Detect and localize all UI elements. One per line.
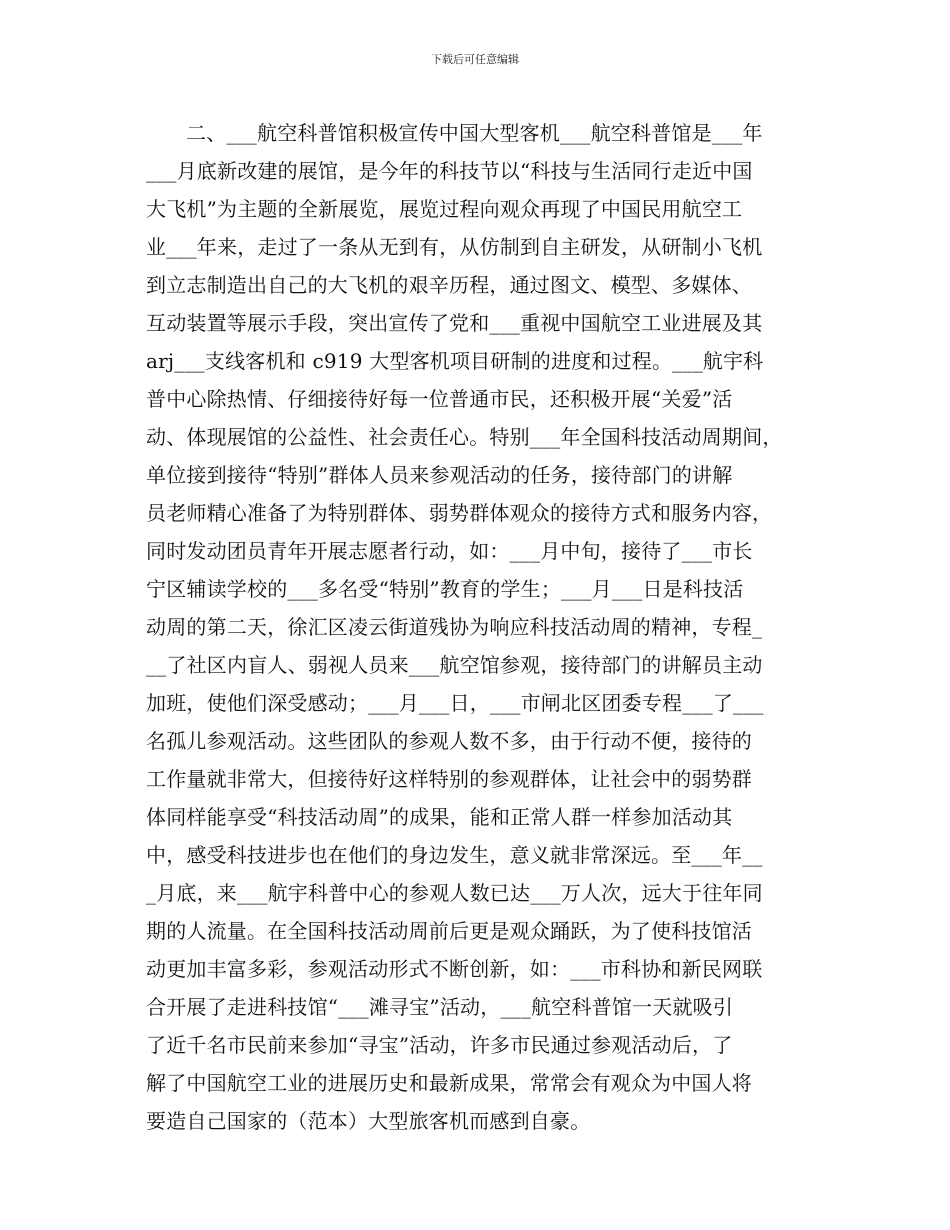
text-line: 普中心除热情、仔细接待好每一位普通市民，还积极开展“关爱”活 — [146, 387, 733, 411]
text-line: 员老师精心准备了为特别群体、弱势群体观众的接待方式和服务内容， — [146, 501, 773, 525]
text-line: 期的人流量。在全国科技活动周前后更是观众踊跃，为了使科技馆活 — [146, 919, 752, 943]
page-header: 下载后可任意编辑 — [431, 53, 519, 66]
text-line: 解了中国航空工业的进展历史和最新成果，常常会有观众为中国人将 — [146, 1071, 752, 1095]
text-line: __了社区内盲人、弱视人员来___航空馆参观，接待部门的讲解员主动 — [146, 653, 763, 677]
text-line: 工作量就非常大，但接待好这样特别的参观群体，让社会中的弱势群 — [146, 767, 752, 791]
text-line: 业___年来，走过了一条从无到有，从仿制到自主研发，从研制小飞机 — [146, 235, 763, 259]
text-line: 单位接到接待“特别”群体人员来参观活动的任务，接待部门的讲解 — [146, 463, 733, 487]
text-line: 了近千名市民前来参加“寻宝”活动，许多市民通过参观活动后，了 — [146, 1033, 733, 1057]
text-line: ___月底新改建的展馆，是今年的科技节以“科技与生活同行走近中国 — [146, 159, 753, 183]
body-paragraph — [146, 114, 816, 1140]
text-line: 到立志制造出自己的大飞机的艰辛历程，通过图文、模型、多媒体、 — [146, 273, 752, 297]
text-line: 互动装置等展示手段，突出宣传了党和___重视中国航空工业进展及其 — [146, 311, 763, 335]
text-line: arj___支线客机和 c919 大型客机项目研制的进度和过程。___航宇科 — [146, 349, 764, 373]
text-line: 二、___航空科普馆积极宣传中国大型客机___航空科普馆是___年 — [186, 121, 763, 145]
text-line: _月底，来___航宇科普中心的参观人数已达___万人次，远大于往年同 — [146, 881, 763, 905]
text-line: 大飞机”为主题的全新展览，展览过程向观众再现了中国民用航空工 — [146, 197, 743, 221]
text-line: 加班，使他们深受感动；___月___日，___市闸北区团委专程___了___ — [146, 691, 764, 715]
text-line: 动周的第二天，徐汇区凌云街道残协为响应科技活动周的精神，专程_ — [146, 615, 763, 639]
text-line: 中，感受科技进步也在他们的身边发生，意义就非常深远。至___年__ — [146, 843, 763, 867]
text-line: 体同样能享受“科技活动周”的成果，能和正常人群一样参加活动其 — [146, 805, 733, 829]
text-line: 动更加丰富多彩，参观活动形式不断创新，如：___市科协和新民网联 — [146, 957, 763, 981]
text-line: 同时发动团员青年开展志愿者行动，如：___月中旬，接待了___市长 — [146, 539, 753, 563]
text-line: 要造自己国家的（范本）大型旅客机而感到自豪。 — [146, 1109, 591, 1133]
text-line: 宁区辅读学校的___多名受“特别”教育的学生；___月___日是科技活 — [146, 577, 744, 601]
text-line: 合开展了走进科技馆“___滩寻宝”活动，___航空科普馆一天就吸引 — [146, 995, 734, 1019]
text-line: 动、体现展馆的公益性、社会责任心。特别___年全国科技活动周期间， — [146, 425, 783, 449]
text-line: 名孤儿参观活动。这些团队的参观人数不多，由于行动不便，接待的 — [146, 729, 752, 753]
